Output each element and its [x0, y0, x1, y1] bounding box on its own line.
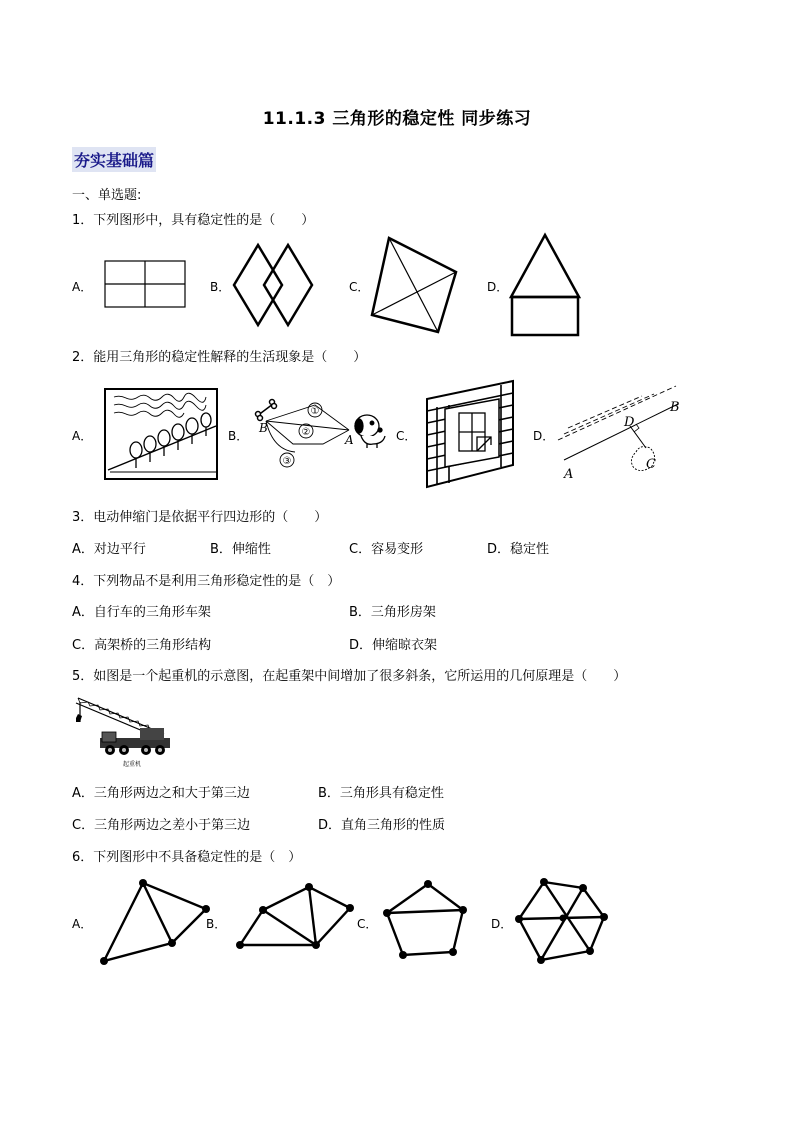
fig-b-circle-1: ①: [310, 406, 320, 417]
q1-figure-d-house-shape: [510, 233, 582, 337]
q4-option-d: D．伸缩晾衣架: [349, 638, 438, 653]
question-5-stem: 5．如图是一个起重机的示意图，在起重架中间增加了很多斜条，它所运用的几何原理是（ ）: [72, 669, 627, 684]
q3-option-d: D．稳定性: [487, 542, 550, 557]
q4-option-a: A．自行车的三角形车架: [72, 605, 211, 620]
q6-figure-b-triangulated-pentagon: [234, 882, 354, 950]
q3-option-c: C．容易变形: [349, 542, 424, 557]
fig-d-point-b: B: [670, 400, 680, 415]
fig-b-circle-3: ③: [282, 456, 292, 467]
q1-option-a-label: A．: [72, 280, 93, 294]
page-title: 11.1.3 三角形的稳定性 同步练习: [262, 109, 532, 129]
q1-figure-a-rectangle-grid: [104, 260, 186, 308]
q4-option-b: B．三角形房架: [349, 605, 436, 620]
q2-option-d-label: D．: [533, 429, 555, 443]
section-heading: 夯实基础篇: [72, 147, 156, 172]
q6-option-a-label: A．: [72, 917, 93, 931]
fig-d-point-d: D: [624, 415, 635, 430]
q1-option-d-label: D．: [487, 280, 509, 294]
fig-d-point-a: A: [564, 467, 574, 482]
q6-figure-a-two-triangles: [96, 879, 208, 965]
fig-d-point-c: C: [646, 457, 656, 472]
q5-option-b: B．三角形具有稳定性: [318, 786, 444, 801]
q6-figure-d-triangulated-heptagon: [513, 876, 611, 966]
q2-figure-a-tree-hillside-picture: [104, 388, 218, 480]
q5-option-d: D．直角三角形的性质: [318, 818, 446, 833]
fig-b-circle-2: ②: [301, 427, 311, 438]
question-3-stem: 3．电动伸缩门是依据平行四边形的（ ）: [72, 510, 328, 525]
q2-option-c-label: C．: [396, 429, 417, 443]
question-4-stem: 4．下列物品不是利用三角形稳定性的是（ ）: [72, 574, 341, 589]
q6-option-d-label: D．: [491, 917, 513, 931]
question-1-stem: 1．下列图形中，具有稳定性的是（ ）: [72, 213, 315, 228]
q2-figure-b-dog-bone-paths: [255, 398, 390, 470]
question-2-stem: 2．能用三角形的稳定性解释的生活现象是（ ）: [72, 350, 367, 365]
q1-figure-b-double-rhombus: [232, 243, 314, 327]
q5-option-a: A．三角形两边之和大于第三边: [72, 786, 250, 801]
fig-b-point-b: B: [259, 421, 268, 435]
part-heading: 一、单选题:: [72, 188, 142, 203]
q2-figure-c-brick-wall-window: [425, 379, 517, 489]
crane-truck-image: [72, 694, 176, 768]
q5-option-c: C．三角形两边之差小于第三边: [72, 818, 251, 833]
q1-option-b-label: B．: [210, 280, 231, 294]
q3-option-a: A．对边平行: [72, 542, 146, 557]
q6-option-b-label: B．: [206, 917, 227, 931]
question-6-stem: 6．下列图形中不具备稳定性的是（ ）: [72, 850, 302, 865]
q1-option-c-label: C．: [349, 280, 370, 294]
dog-icon: [355, 415, 385, 448]
q4-option-c: C．高架桥的三角形结构: [72, 638, 212, 653]
q2-option-a-label: A．: [72, 429, 93, 443]
q2-option-b-label: B．: [228, 429, 249, 443]
q1-figure-c-quadrilateral-diagonals: [370, 235, 460, 335]
q6-figure-c-pentagon-with-diagonal: [379, 879, 469, 959]
q2-figure-d-slope-support: [558, 386, 688, 482]
fig-b-point-a: A: [345, 433, 354, 447]
q6-option-c-label: C．: [357, 917, 378, 931]
q3-option-b: B．伸缩性: [210, 542, 271, 557]
crane-caption: 起重机: [122, 761, 142, 768]
